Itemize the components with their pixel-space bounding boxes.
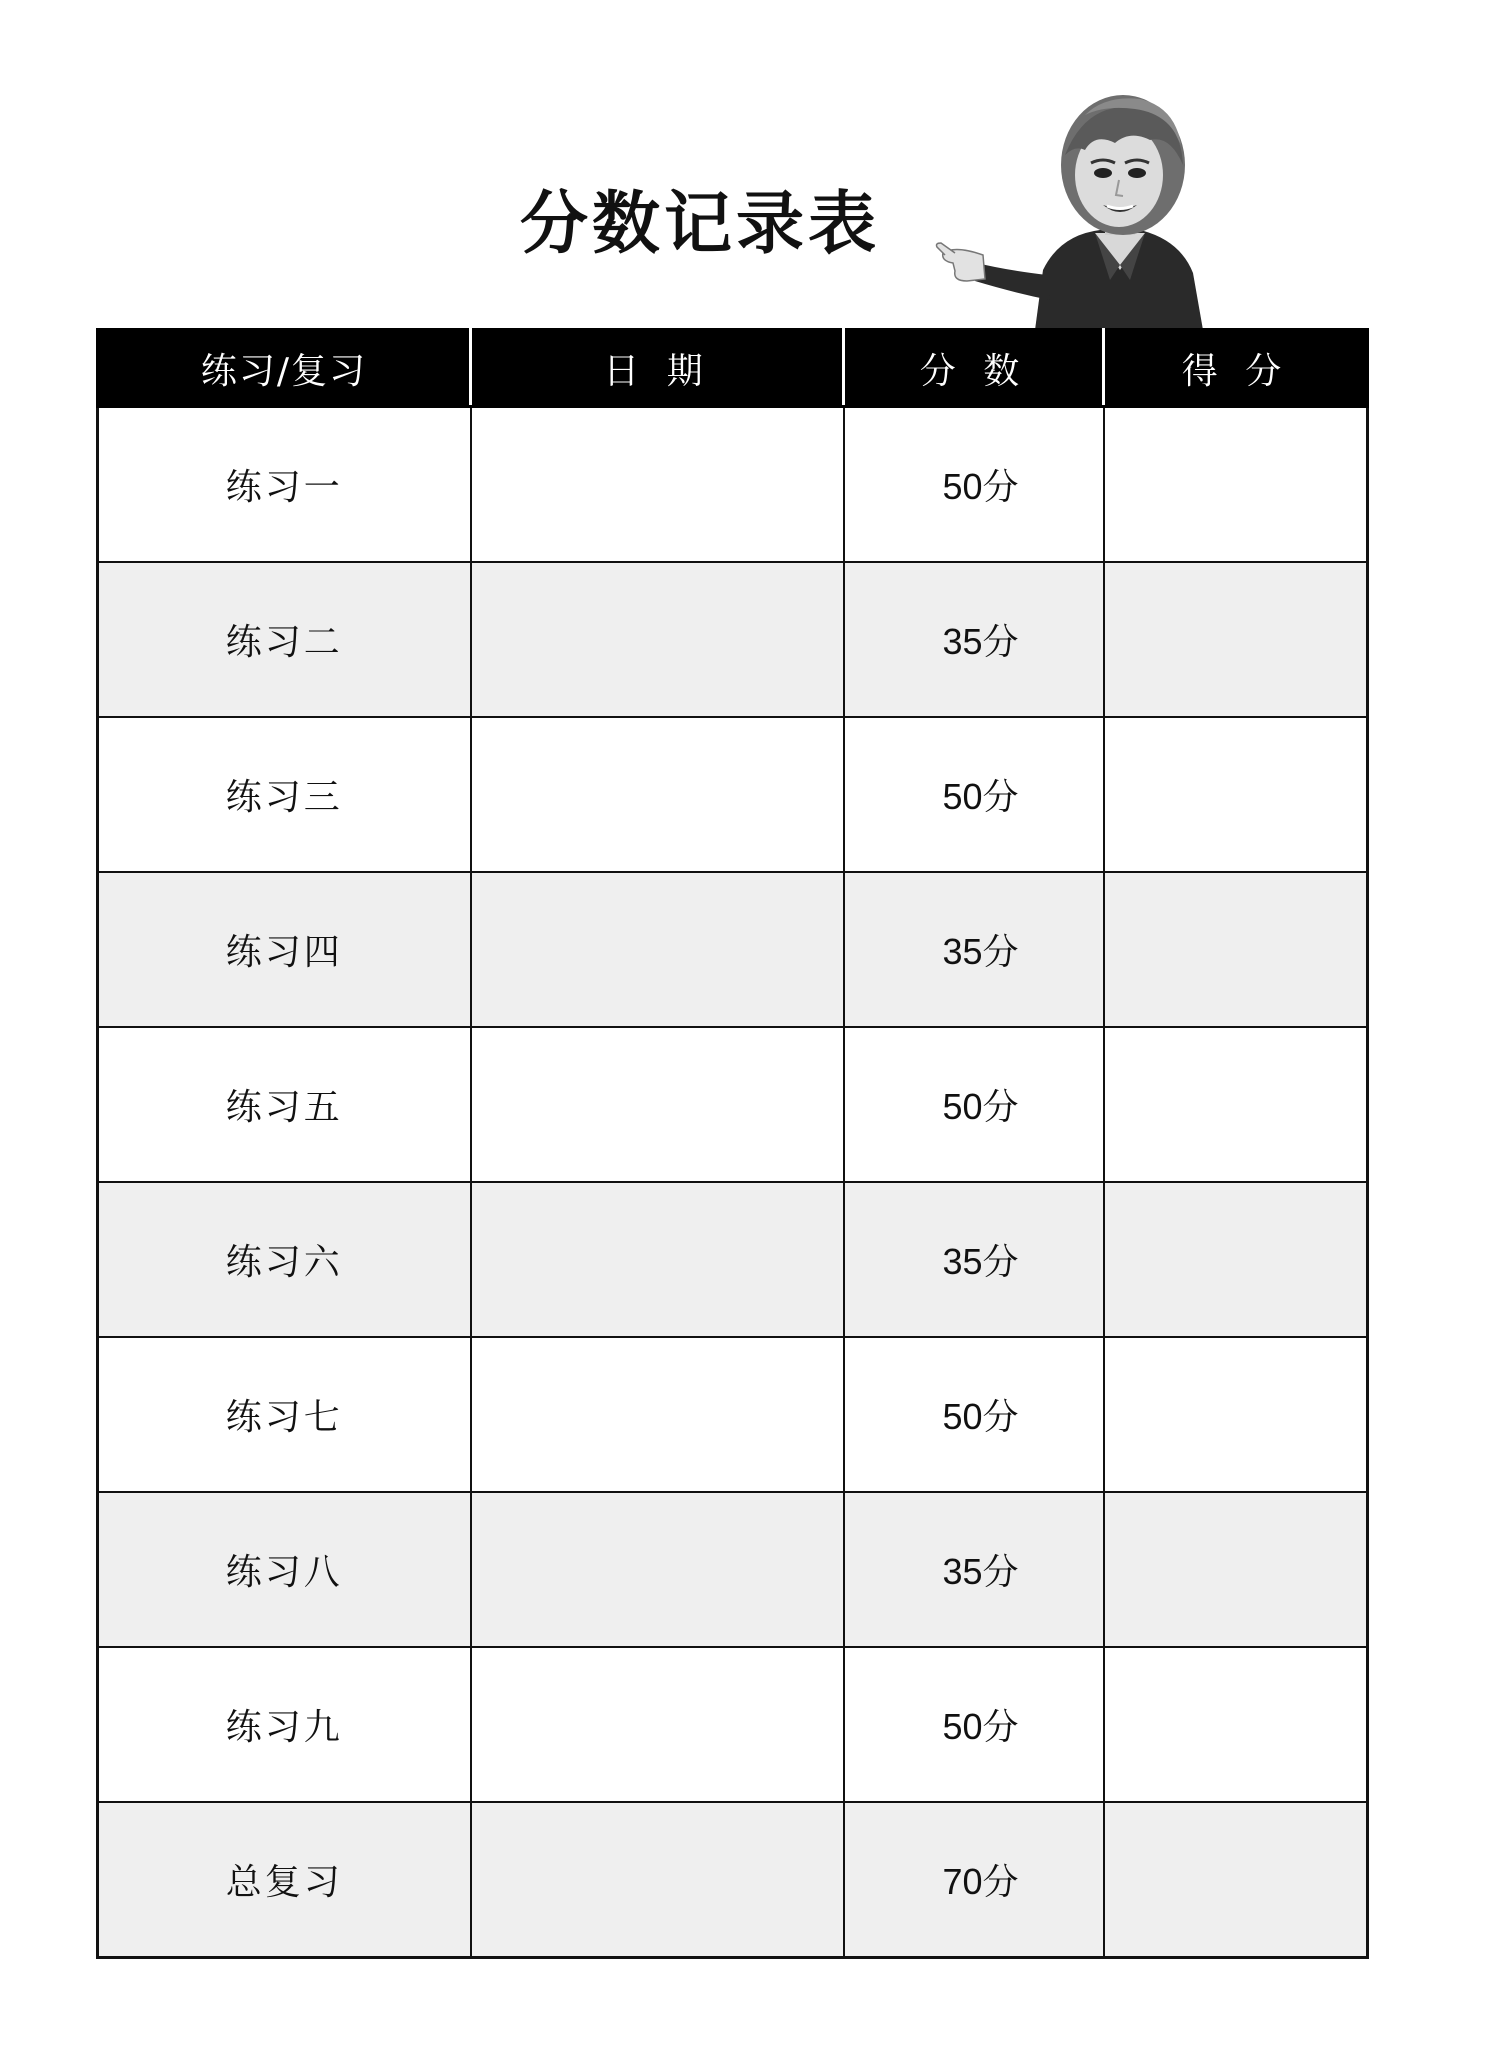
date-cell[interactable] (471, 407, 844, 563)
score-cell[interactable] (1104, 562, 1368, 717)
header-date: 日 期 (471, 330, 844, 407)
points-cell: 35分 (844, 872, 1104, 1027)
table-header-row (98, 330, 1368, 407)
exercise-name: 练习三 (98, 717, 471, 872)
table-row (98, 872, 1368, 1027)
header-points: 分 数 (844, 330, 1104, 407)
date-cell[interactable] (471, 1337, 844, 1492)
exercise-name: 练习八 (98, 1492, 471, 1647)
date-cell[interactable] (471, 1647, 844, 1802)
header-score: 得 分 (1104, 330, 1368, 407)
score-cell[interactable] (1104, 1337, 1368, 1492)
teacher-illustration (935, 95, 1205, 330)
table-row (98, 1492, 1368, 1647)
score-cell[interactable] (1104, 1647, 1368, 1802)
exercise-name: 练习七 (98, 1337, 471, 1492)
points-cell: 50分 (844, 407, 1104, 563)
table-row (98, 1182, 1368, 1337)
score-cell[interactable] (1104, 1027, 1368, 1182)
date-cell[interactable] (471, 1027, 844, 1182)
points-cell: 35分 (844, 562, 1104, 717)
exercise-name: 练习二 (98, 562, 471, 717)
date-cell[interactable] (471, 872, 844, 1027)
exercise-name: 练习九 (98, 1647, 471, 1802)
points-cell: 35分 (844, 1182, 1104, 1337)
score-cell[interactable] (1104, 407, 1368, 563)
date-cell[interactable] (471, 1182, 844, 1337)
table-row (98, 562, 1368, 717)
table-row (98, 407, 1368, 563)
table-row (98, 1802, 1368, 1958)
score-cell[interactable] (1104, 1802, 1368, 1958)
exercise-name: 练习一 (98, 407, 471, 563)
header-exercise: 练习/复习 (98, 330, 471, 407)
points-cell: 50分 (844, 1337, 1104, 1492)
date-cell[interactable] (471, 1802, 844, 1958)
exercise-name: 练习六 (98, 1182, 471, 1337)
table-row (98, 717, 1368, 872)
date-cell[interactable] (471, 1492, 844, 1647)
table-row (98, 1337, 1368, 1492)
score-cell[interactable] (1104, 1182, 1368, 1337)
points-cell: 35分 (844, 1492, 1104, 1647)
score-cell[interactable] (1104, 872, 1368, 1027)
table-row (98, 1647, 1368, 1802)
points-cell: 70分 (844, 1802, 1104, 1958)
exercise-name: 总复习 (98, 1802, 471, 1958)
score-record-table (96, 328, 1369, 1959)
date-cell[interactable] (471, 562, 844, 717)
points-cell: 50分 (844, 717, 1104, 872)
table-row (98, 1027, 1368, 1182)
points-cell: 50分 (844, 1647, 1104, 1802)
page-title: 分数记录表 (520, 185, 881, 264)
score-cell[interactable] (1104, 717, 1368, 872)
points-cell: 50分 (844, 1027, 1104, 1182)
exercise-name: 练习五 (98, 1027, 471, 1182)
date-cell[interactable] (471, 717, 844, 872)
score-cell[interactable] (1104, 1492, 1368, 1647)
exercise-name: 练习四 (98, 872, 471, 1027)
